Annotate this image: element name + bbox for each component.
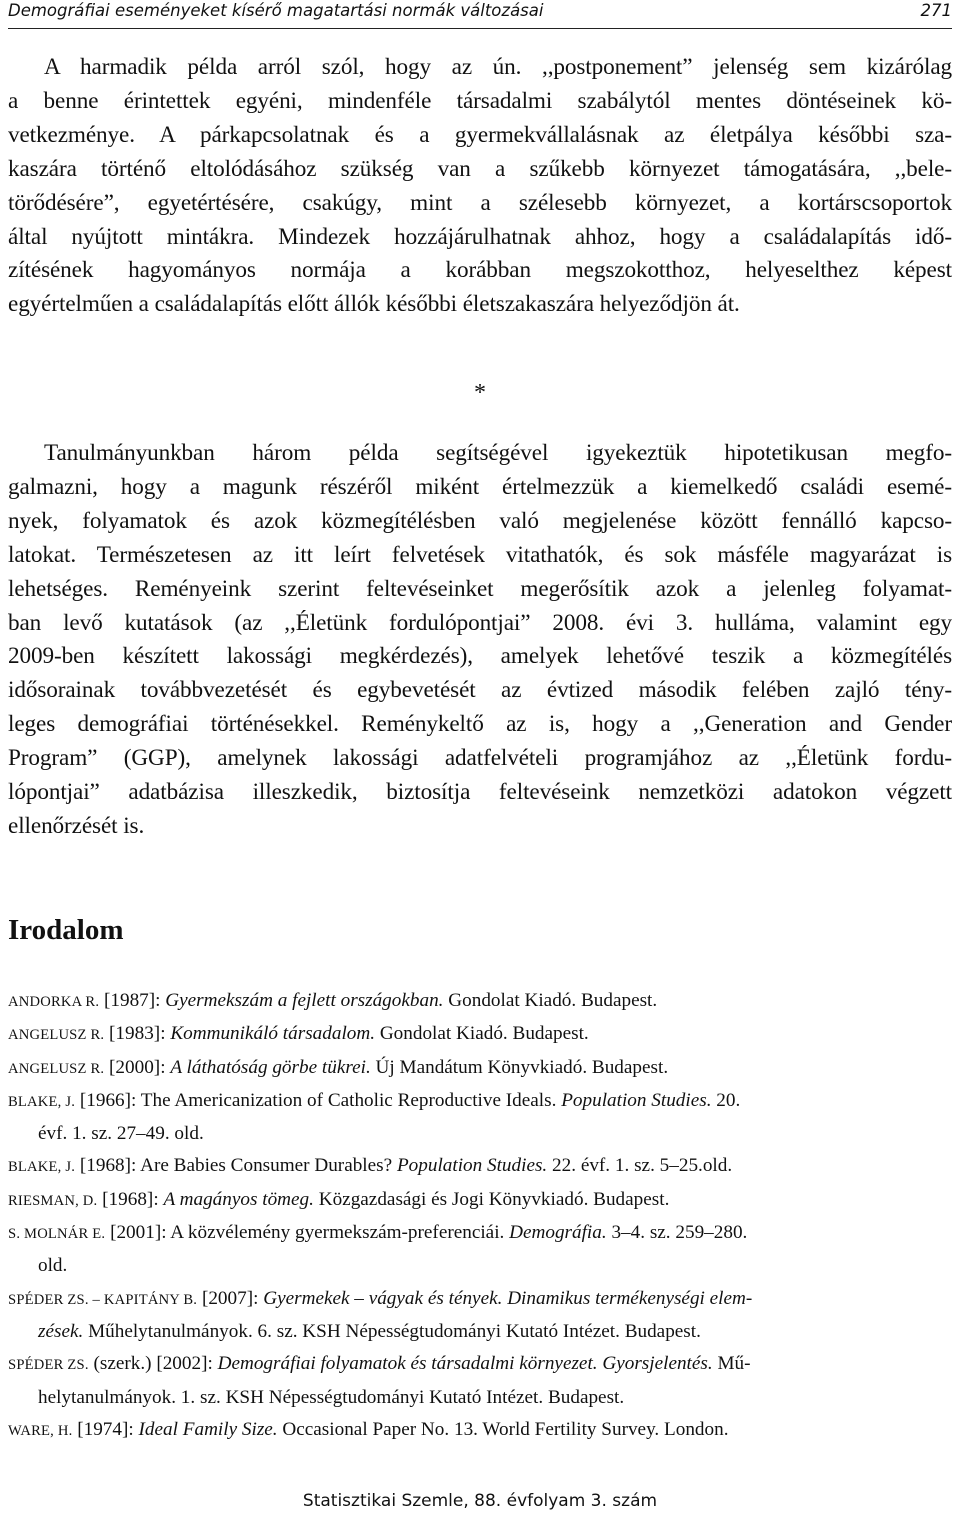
reference-title: Population Studies. [561, 1089, 712, 1111]
text-line: A harmadik példa arról szól, hogy az ún. ,,postponement” jelenség sem kizárólag [44, 54, 952, 80]
reference-text: [2001]: A közvélemény gyermekszám-preferenciái. [105, 1222, 510, 1244]
reference-title: Demográfiai folyamatok és társadalmi környezet. Gyorsjelentés. [217, 1353, 713, 1375]
running-footer: Statisztikai Szemle, 88. évfolyam 3. szám [302, 1491, 658, 1511]
reference-author: ANDORKA R. [8, 994, 100, 1010]
text-line: vetkezménye. A párkapcsolatnak és a gyermekvállalásnak az életpálya későbbi sza- [8, 121, 952, 148]
paragraph-1 [8, 51, 952, 322]
reference-item [8, 1348, 952, 1414]
text-line: leges demográfiai történésekkel. Reménykeltő az is, hogy a ,,Generation and Gender [8, 711, 952, 738]
reference-text: (szerk.) [2002]: [88, 1353, 218, 1375]
paragraph-2 [8, 437, 952, 844]
reference-item [8, 1283, 952, 1349]
reference-text: Gondolat Kiadó. Budapest. [443, 990, 658, 1011]
reference-text: [1983]: [104, 1023, 171, 1045]
reference-author: SPÉDER ZS. [8, 1357, 89, 1374]
reference-text: 22. évf. 1. sz. 5–25.old. [547, 1155, 733, 1177]
text-line: ellenőrzését is. [8, 812, 145, 839]
text-line: kaszára történő eltolódásához szükség van a szűkebb környezet támogatására, ,,bele- [8, 155, 952, 182]
reference-text: Occasional Paper No. 13. World Fertility Survey. London. [277, 1418, 729, 1440]
reference-title: Ideal Family Size. [138, 1418, 278, 1440]
reference-text: [2000]: [104, 1056, 171, 1078]
section-separator: * [474, 380, 486, 406]
text-line: latokat. Természetesen az itt leírt felvetések vitathatók, és sok másféle magyarázat is [8, 541, 952, 568]
reference-author: S. MOLNÁR E. [8, 1226, 106, 1243]
text-line: lehetséges. Reményeink szerint feltevéseinket megerősítik azok a jelenleg folyamat- [8, 575, 952, 602]
page-number: 271 [920, 1, 952, 20]
references-list [8, 985, 952, 1447]
reference-author: ANGELUSZ R. [8, 1027, 105, 1044]
reference-text: Gondolat Kiadó. Budapest. [375, 1023, 589, 1045]
reference-text: [1966]: The Americanization of Catholic Reproductive Ideals. [75, 1089, 562, 1111]
reference-title: Kommunikáló társadalom. [170, 1023, 376, 1045]
text-line: idősorainak továbbvezetését és egybevetését az évtized második felében zajló tény- [8, 677, 952, 704]
reference-text: [1968]: [97, 1188, 164, 1210]
text-line: galmazni, hogy a magunk részéről miként értelmezzük a kiemelkedő családi esemé- [8, 473, 952, 500]
reference-title: Gyermekszám a fejlett országokban. [165, 990, 444, 1011]
reference-item [8, 1184, 952, 1217]
reference-author: ANGELUSZ R. [8, 1060, 105, 1077]
reference-author: BLAKE, J. [8, 1159, 76, 1176]
reference-title: Gyermekek – vágyak és tények. Dinamikus termékenységi elem- [263, 1287, 753, 1309]
text-line: nyek, folyamatok és azok közmegítélésben való megjelenése között fennálló kapcso- [8, 507, 952, 534]
reference-text: Új Mandátum Könyvkiadó. Budapest. [370, 1056, 669, 1078]
text-line: Program” (GGP), amelynek lakossági adatfelvételi programjához az ,,Életünk fordu- [8, 745, 952, 772]
reference-text: [1987]: [99, 990, 166, 1011]
reference-author: RIESMAN, D. [8, 1192, 98, 1209]
references-heading: Irodalom [8, 914, 124, 946]
text-line: törődésére”, egyetértésére, csakúgy, mint a szélesebb környezet, a kortárscsoportok [8, 189, 952, 216]
reference-author: SPÉDER ZS. – KAPITÁNY B. [8, 1291, 198, 1308]
reference-title: Population Studies. [396, 1155, 548, 1177]
reference-item [8, 1414, 952, 1447]
reference-author: WARE, H. [8, 1422, 73, 1439]
reference-item [8, 1150, 952, 1183]
reference-item [8, 1217, 952, 1283]
text-line: a benne érintettek egyéni, mindenféle társadalmi szabálytól mentes döntéseinek kö- [8, 87, 952, 114]
reference-text: 20. [711, 1089, 741, 1111]
reference-item [8, 1018, 952, 1051]
reference-continuation: helytanulmányok. 1. sz. KSH Népességtudományi Kutató Intézet. Budapest. [38, 1386, 625, 1408]
reference-item [8, 1052, 952, 1085]
text-line: 2009-ben készített lakossági megkérdezés), amelyek lehetővé teszik a közmegítélés [8, 643, 952, 670]
reference-text: [2007]: [197, 1287, 264, 1309]
reference-continuation: old. [38, 1255, 68, 1277]
text-line: Tanulmányunkban három példa segítségével igyekeztük hipotetikusan megfo- [44, 440, 952, 466]
text-line: ban levő kutatások (az ,,Életünk fordulópontjai” 2008. évi 3. hulláma, valamint egy [8, 609, 952, 636]
reference-text: [1968]: Are Babies Consumer Durables? [75, 1155, 397, 1177]
reference-continuation [8, 1316, 952, 1348]
reference-title: A láthatóság görbe tükrei. [170, 1056, 371, 1078]
running-header-title: Demográfiai eseményeket kísérő magatartási normák változásai [8, 1, 544, 20]
text-line: egyértelműen a családalapítás előtt állók későbbi életszakaszára helyeződjön át. [8, 291, 740, 318]
reference-title: A magányos tömeg. [163, 1188, 314, 1210]
reference-author: BLAKE, J. [8, 1093, 76, 1110]
text-line: zítésének hagyományos normája a korábban megszokotthoz, helyeselthez képest [8, 257, 952, 284]
reference-continuation: évf. 1. sz. 27–49. old. [38, 1123, 204, 1145]
reference-text: Műhelytanulmányok. 6. sz. KSH Népességtudományi Kutató Intézet. Budapest. [83, 1320, 701, 1342]
reference-item [8, 1085, 952, 1151]
text-line: lópontjai” adatbázisa illeszkedik, biztosítja feltevéseink nemzetközi adatokon végzett [8, 779, 952, 806]
reference-title: zések. [38, 1320, 84, 1342]
reference-text: [1974]: [72, 1418, 139, 1440]
reference-text: 3–4. sz. 259–280. [606, 1222, 748, 1244]
running-header [8, 0, 952, 29]
reference-text: Mű- [712, 1353, 751, 1375]
text-line: által nyújtott mintákra. Mindezek hozzájárulhatnak ahhoz, hogy a családalapítás idő- [8, 223, 952, 250]
reference-item [8, 985, 952, 1018]
reference-text: Közgazdasági és Jogi Könyvkiadó. Budapest. [313, 1188, 670, 1210]
reference-title: Demográfia. [509, 1222, 607, 1244]
